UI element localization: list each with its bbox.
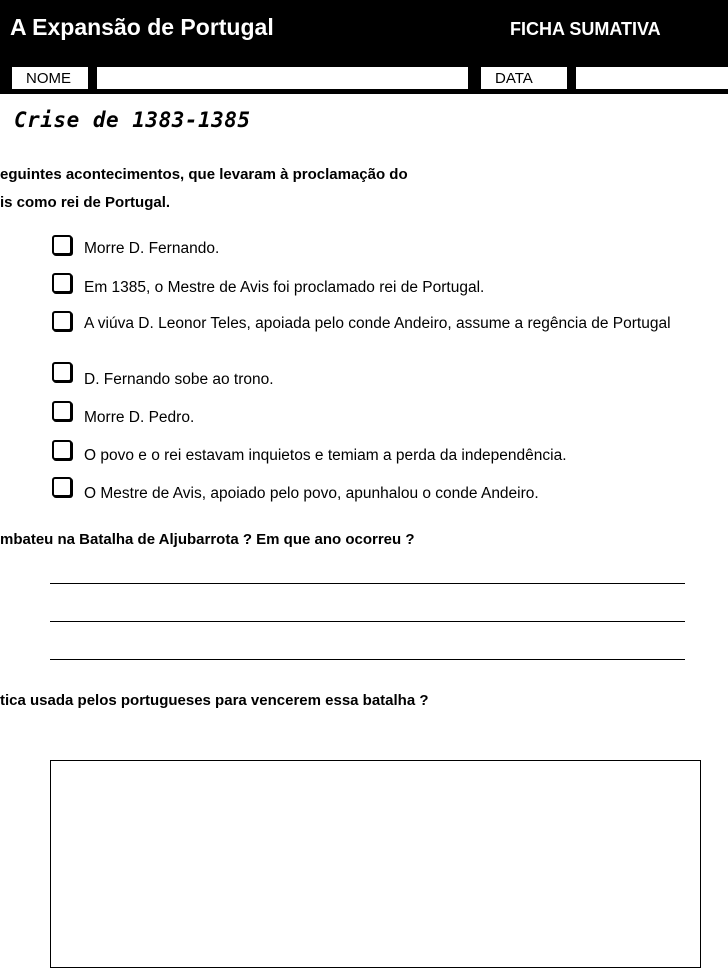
date-label: DATA <box>480 66 568 90</box>
list-item <box>52 235 717 259</box>
list-item <box>52 311 717 355</box>
name-field[interactable] <box>96 66 469 90</box>
list-item-text: Em 1385, o Mestre de Avis foi proclamado rei de Portugal. <box>84 279 485 296</box>
question-1-line-1: eguintes acontecimentos, que levaram à proclamação do <box>0 166 408 183</box>
section-title: Crise de 1383-1385 <box>14 108 251 132</box>
list-item <box>52 477 717 501</box>
list-item-text: O povo e o rei estavam inquietos e temiam a perda da independência. <box>84 447 567 464</box>
date-field[interactable] <box>575 66 728 90</box>
name-label: NOME <box>11 66 89 90</box>
answer-line[interactable] <box>50 621 685 622</box>
answer-line[interactable] <box>50 659 685 660</box>
list-item-text: A viúva D. Leonor Teles, apoiada pelo conde Andeiro, assume a regência de Portugal <box>84 315 671 332</box>
question-2-text: mbateu na Batalha de Aljubarrota ? Em que ano ocorreu ? <box>0 531 415 548</box>
worksheet-title: A Expansão de Portugal <box>10 14 274 40</box>
answer-box[interactable] <box>50 760 701 968</box>
list-item-text: Morre D. Pedro. <box>84 409 195 426</box>
list-item-text: O Mestre de Avis, apoiado pelo povo, apunhalou o conde Andeiro. <box>84 485 539 502</box>
ordering-checkbox[interactable] <box>52 401 72 421</box>
ordering-checkbox[interactable] <box>52 440 72 460</box>
question-3-text: tica usada pelos portugueses para vencerem essa batalha ? <box>0 692 429 709</box>
ordering-checkbox[interactable] <box>52 235 72 255</box>
list-item-text: Morre D. Fernando. <box>84 240 220 257</box>
answer-line[interactable] <box>50 583 685 584</box>
ordering-checkbox[interactable] <box>52 273 72 293</box>
ordering-checkbox[interactable] <box>52 362 72 382</box>
list-item <box>52 401 717 425</box>
ordering-checkbox[interactable] <box>52 311 72 331</box>
question-1-line-2: is como rei de Portugal. <box>0 194 171 211</box>
ordering-checkbox[interactable] <box>52 477 72 497</box>
list-item <box>52 273 717 297</box>
list-item <box>52 440 717 464</box>
list-item-text: D. Fernando sobe ao trono. <box>84 371 274 388</box>
worksheet-type-label: FICHA SUMATIVA <box>510 19 661 39</box>
list-item <box>52 362 717 386</box>
